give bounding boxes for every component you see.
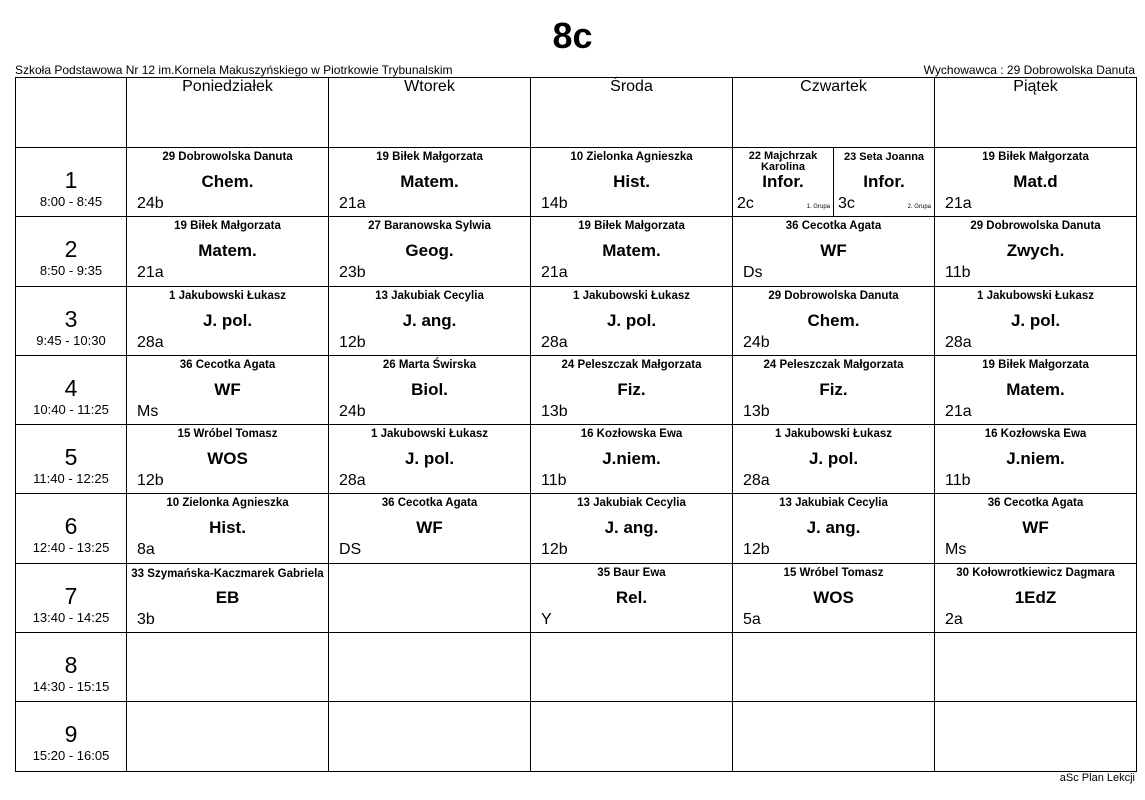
lesson-teacher: 35 Baur Ewa: [597, 566, 666, 579]
day-header-thursday: Czwartek: [733, 78, 935, 148]
lesson-subject: Chem.: [807, 310, 860, 330]
lesson: [733, 217, 934, 285]
period-cell: [16, 148, 127, 217]
period-time: 15:20 - 16:05: [32, 748, 110, 764]
slot-thursday-9: [733, 702, 935, 771]
lesson-room: 11b: [945, 472, 971, 490]
day-header-tuesday: Wtorek: [329, 78, 531, 148]
lesson-subject: J. pol.: [606, 310, 657, 330]
period-cell: [16, 702, 127, 771]
period-time: 14:30 - 15:15: [32, 679, 110, 695]
period-row-4: [16, 355, 1137, 424]
lesson-teacher: 15 Wróbel Tomasz: [177, 428, 278, 441]
lesson-subject: Geog.: [405, 241, 454, 261]
lesson-room: 21a: [945, 195, 972, 212]
lesson-room: 8a: [137, 541, 155, 559]
period-time: 8:00 - 8:45: [39, 194, 103, 209]
lesson-room: 21a: [339, 195, 366, 212]
lesson-teacher: 23 Seta Joanna: [843, 151, 925, 163]
lesson-teacher: 16 Kozłowska Ewa: [580, 428, 683, 441]
slot-monday-9: [127, 702, 329, 771]
slot-monday-5: [127, 425, 329, 494]
lesson: [935, 425, 1136, 493]
lesson-room: 5a: [743, 610, 761, 628]
lesson-teacher: 24 Peleszczak Małgorzata: [763, 358, 904, 371]
slot-wednesday-9: [531, 702, 733, 771]
day-header-wednesday: Środa: [531, 78, 733, 148]
lesson: [935, 217, 1136, 285]
period-time: 11:40 - 12:25: [33, 471, 109, 487]
slot-thursday-4: [733, 355, 935, 424]
lesson-room: 12b: [541, 541, 568, 559]
period-row-3: [16, 286, 1137, 355]
period-number: 7: [64, 582, 78, 609]
slot-friday-8: [935, 633, 1137, 702]
lesson-subject: WF: [214, 379, 241, 399]
lesson-teacher: 13 Jakubiak Cecylia: [779, 497, 888, 510]
lesson-teacher: 1 Jakubowski Łukasz: [169, 289, 286, 302]
day-header-row: [16, 78, 1137, 148]
lesson-teacher: 33 Szymańska-Kaczmarek Gabriela: [131, 567, 324, 580]
period-cell: [16, 633, 127, 702]
lesson-teacher: 10 Zielonka Agnieszka: [166, 497, 289, 510]
period-time: 9:45 - 10:30: [36, 332, 106, 348]
lesson-subject: Mat.d: [1013, 172, 1058, 191]
slot-wednesday-1: [531, 148, 733, 217]
period-time: 10:40 - 11:25: [33, 401, 109, 417]
group-lesson: [733, 148, 833, 216]
lesson-room: Y: [541, 610, 552, 628]
lesson-subject: J. pol.: [1010, 310, 1061, 330]
lesson-teacher: 13 Jakubiak Cecylia: [577, 497, 686, 510]
lesson-teacher: 29 Dobrowolska Danuta: [970, 220, 1101, 233]
slot-monday-2: [127, 217, 329, 286]
period-cell: [16, 425, 127, 494]
lesson-room: 21a: [945, 402, 972, 420]
slot-friday-2: [935, 217, 1137, 286]
lesson: [127, 425, 328, 493]
period-time: 13:40 - 14:25: [32, 609, 110, 625]
lesson-teacher: 10 Zielonka Agnieszka: [570, 151, 693, 163]
period-cell: [16, 355, 127, 424]
lesson-subject: Fiz.: [819, 379, 848, 399]
slot-tuesday-4: [329, 355, 531, 424]
period-number: 8: [64, 652, 78, 679]
period-number: 4: [64, 374, 78, 401]
lesson-room: 12b: [339, 333, 366, 351]
lesson-room: 13b: [541, 402, 568, 420]
lesson-subject: WOS: [207, 449, 248, 469]
lesson: [127, 287, 328, 355]
homeroom-teacher: Wychowawca : 29 Dobrowolska Danuta: [923, 63, 1135, 77]
lesson: [733, 287, 934, 355]
lesson-room: 13b: [743, 402, 770, 420]
slot-monday-4: [127, 355, 329, 424]
lesson-room: 11b: [945, 264, 971, 282]
lesson-teacher: 26 Marta Świrska: [382, 358, 477, 371]
lesson-room: 28a: [945, 333, 972, 351]
period-cell: [16, 494, 127, 563]
slot-monday-3: [127, 286, 329, 355]
lesson-room: 2c: [737, 195, 754, 212]
slot-tuesday-2: [329, 217, 531, 286]
period-number: 1: [64, 167, 78, 193]
slot-wednesday-4: [531, 355, 733, 424]
lesson-subject: Zwych.: [1006, 241, 1065, 261]
lesson-teacher: 1 Jakubowski Łukasz: [977, 289, 1094, 302]
lesson: [531, 564, 732, 632]
lesson: [127, 217, 328, 285]
lesson-teacher: 1 Jakubowski Łukasz: [573, 289, 690, 302]
period-cell: [16, 217, 127, 286]
lesson-room: 24b: [137, 195, 164, 212]
slot-tuesday-7: [329, 563, 531, 632]
lesson-room: 28a: [137, 333, 164, 351]
slot-friday-9: [935, 702, 1137, 771]
lesson-subject: Matem.: [1006, 379, 1065, 399]
slot-monday-8: [127, 633, 329, 702]
slot-wednesday-2: [531, 217, 733, 286]
lesson-teacher: 27 Baranowska Sylwia: [368, 220, 491, 233]
day-header-monday: Poniedziałek: [127, 78, 329, 148]
lesson-subject: Hist.: [613, 172, 650, 191]
slot-friday-6: [935, 494, 1137, 563]
slot-thursday-6: [733, 494, 935, 563]
lesson: [935, 564, 1136, 632]
slot-monday-7: [127, 563, 329, 632]
slot-wednesday-7: [531, 563, 733, 632]
lesson-teacher: 15 Wróbel Tomasz: [783, 566, 884, 579]
lesson-room: 28a: [339, 472, 366, 490]
slot-tuesday-1: [329, 148, 531, 217]
lesson: [127, 148, 328, 216]
lesson-room: 2a: [945, 610, 963, 628]
lesson: [935, 287, 1136, 355]
lesson-room: 28a: [743, 472, 770, 490]
lesson: [733, 356, 934, 424]
lesson-room: 23b: [339, 264, 366, 282]
lesson-room: DS: [339, 541, 362, 559]
lesson-teacher: 1 Jakubowski Łukasz: [775, 428, 892, 441]
slot-thursday-5: [733, 425, 935, 494]
lesson: [531, 494, 732, 562]
lesson-subject: WF: [820, 241, 847, 261]
slot-thursday-1: [733, 148, 935, 217]
lesson: [935, 356, 1136, 424]
period-number: 9: [64, 721, 78, 748]
lesson-group-label: 1. Grupa: [806, 204, 830, 210]
lesson-teacher: 22 Majchrzak Karolina: [748, 150, 818, 173]
slot-thursday-3: [733, 286, 935, 355]
lesson: [531, 217, 732, 285]
lesson: [935, 148, 1136, 216]
corner-cell: [16, 78, 127, 148]
lesson-group-label: 2. Grupa: [907, 204, 931, 210]
slot-wednesday-6: [531, 494, 733, 563]
slot-tuesday-5: [329, 425, 531, 494]
lesson-room: Ds: [743, 264, 763, 282]
period-time: 12:40 - 13:25: [32, 540, 110, 556]
lesson: [935, 494, 1136, 562]
slot-friday-3: [935, 286, 1137, 355]
lesson: [329, 356, 530, 424]
lesson-teacher: 16 Kozłowska Ewa: [984, 428, 1087, 441]
lesson-subject: Rel.: [615, 587, 648, 607]
group-lesson: [833, 148, 934, 216]
period-number: 6: [64, 513, 78, 540]
lesson-subject: 1EdZ: [1014, 587, 1057, 607]
lesson-subject: WOS: [813, 587, 854, 607]
day-header-friday: Piątek: [935, 78, 1137, 148]
lesson-teacher: 19 Biłek Małgorzata: [982, 358, 1089, 371]
lesson: [329, 287, 530, 355]
slot-tuesday-9: [329, 702, 531, 771]
lesson-teacher: 36 Cecotka Agata: [381, 497, 478, 510]
lesson-teacher: 29 Dobrowolska Danuta: [768, 289, 899, 302]
lesson: [127, 494, 328, 562]
lesson-room: 21a: [541, 264, 568, 282]
lesson-room: 14b: [541, 195, 568, 212]
lesson-subject: J. ang.: [806, 518, 861, 538]
lesson-room: 24b: [339, 402, 366, 420]
lesson-subject: J. pol.: [404, 449, 455, 469]
period-row-9: [16, 702, 1137, 771]
lesson-teacher: 13 Jakubiak Cecylia: [375, 289, 484, 302]
slot-tuesday-8: [329, 633, 531, 702]
period-row-8: [16, 633, 1137, 702]
timetable-grid: [15, 77, 1137, 772]
lesson-teacher: 36 Cecotka Agata: [785, 220, 882, 233]
lesson-room: Ms: [945, 541, 967, 559]
footer-credit: aSc Plan Lekcji: [1059, 772, 1135, 784]
lesson-room: 11b: [541, 472, 567, 490]
lesson-teacher: 19 Biłek Małgorzata: [578, 220, 685, 233]
slot-thursday-2: [733, 217, 935, 286]
lesson-room: 12b: [137, 472, 164, 490]
lesson: [531, 425, 732, 493]
lesson-subject: Fiz.: [617, 379, 646, 399]
lesson: [329, 425, 530, 493]
period-number: 5: [64, 444, 78, 471]
lesson-teacher: 19 Biłek Małgorzata: [982, 151, 1089, 163]
lesson: [127, 564, 328, 632]
class-title: 8c: [552, 15, 593, 56]
lesson-room: 21a: [137, 264, 164, 282]
lesson-subject: Matem.: [400, 172, 459, 191]
lesson-room: 3b: [137, 610, 155, 628]
slot-wednesday-3: [531, 286, 733, 355]
lesson: [127, 356, 328, 424]
split-lesson: [733, 148, 934, 216]
period-number: 3: [64, 305, 78, 332]
lesson-subject: Infor.: [762, 172, 804, 191]
lesson-room: 28a: [541, 333, 568, 351]
period-row-2: [16, 217, 1137, 286]
lesson: [531, 287, 732, 355]
slot-monday-6: [127, 494, 329, 563]
slot-friday-5: [935, 425, 1137, 494]
lesson: [733, 564, 934, 632]
slot-friday-7: [935, 563, 1137, 632]
lesson-subject: J. ang.: [402, 310, 457, 330]
lesson-subject: Chem.: [201, 172, 254, 191]
slot-tuesday-6: [329, 494, 531, 563]
lesson: [531, 356, 732, 424]
lesson: [733, 425, 934, 493]
lesson-subject: J. pol.: [808, 449, 859, 469]
period-number: 2: [64, 236, 78, 263]
lesson-subject: J.niem.: [602, 449, 661, 469]
slot-tuesday-3: [329, 286, 531, 355]
lesson-teacher: 1 Jakubowski Łukasz: [371, 428, 488, 441]
lesson-room: 3c: [838, 195, 855, 212]
lesson-teacher: 19 Biłek Małgorzata: [376, 151, 483, 163]
lesson-teacher: 30 Kołowrotkiewicz Dagmara: [956, 566, 1115, 579]
period-row-6: [16, 494, 1137, 563]
lesson-teacher: 29 Dobrowolska Danuta: [162, 151, 293, 163]
lesson: [329, 494, 530, 562]
lesson-room: Ms: [137, 402, 159, 420]
period-cell: [16, 286, 127, 355]
lesson-subject: Matem.: [198, 241, 257, 261]
period-time: 8:50 - 9:35: [39, 263, 103, 279]
lesson: [531, 148, 732, 216]
lesson-teacher: 19 Biłek Małgorzata: [174, 220, 281, 233]
lesson-teacher: 36 Cecotka Agata: [987, 497, 1084, 510]
lesson-subject: WF: [1022, 518, 1049, 538]
slot-friday-4: [935, 355, 1137, 424]
lesson-subject: Biol.: [411, 379, 448, 399]
lesson-subject: Infor.: [863, 172, 905, 191]
lesson-subject: Matem.: [602, 241, 661, 261]
lesson-subject: J.niem.: [1006, 449, 1065, 469]
lesson-subject: J. ang.: [604, 518, 659, 538]
lesson-room: 12b: [743, 541, 770, 559]
slot-wednesday-8: [531, 633, 733, 702]
slot-thursday-7: [733, 563, 935, 632]
lesson-teacher: 24 Peleszczak Małgorzata: [561, 358, 702, 371]
period-row-1: [16, 148, 1137, 217]
lesson-teacher: 36 Cecotka Agata: [179, 358, 276, 371]
slot-monday-1: [127, 148, 329, 217]
lesson-subject: WF: [416, 518, 443, 538]
lesson: [329, 217, 530, 285]
lesson: [733, 494, 934, 562]
period-row-5: [16, 425, 1137, 494]
school-name: Szkoła Podstawowa Nr 12 im.Kornela Makuszyńskiego w Piotrkowie Trybunalskim: [15, 63, 453, 77]
period-cell: [16, 563, 127, 632]
lesson-room: 24b: [743, 333, 770, 351]
slot-thursday-8: [733, 633, 935, 702]
lesson-subject: Hist.: [209, 518, 246, 538]
slot-wednesday-5: [531, 425, 733, 494]
slot-friday-1: [935, 148, 1137, 217]
lesson-subject: J. pol.: [202, 310, 253, 330]
lesson-subject: EB: [215, 587, 240, 607]
lesson: [329, 148, 530, 216]
period-row-7: [16, 563, 1137, 632]
